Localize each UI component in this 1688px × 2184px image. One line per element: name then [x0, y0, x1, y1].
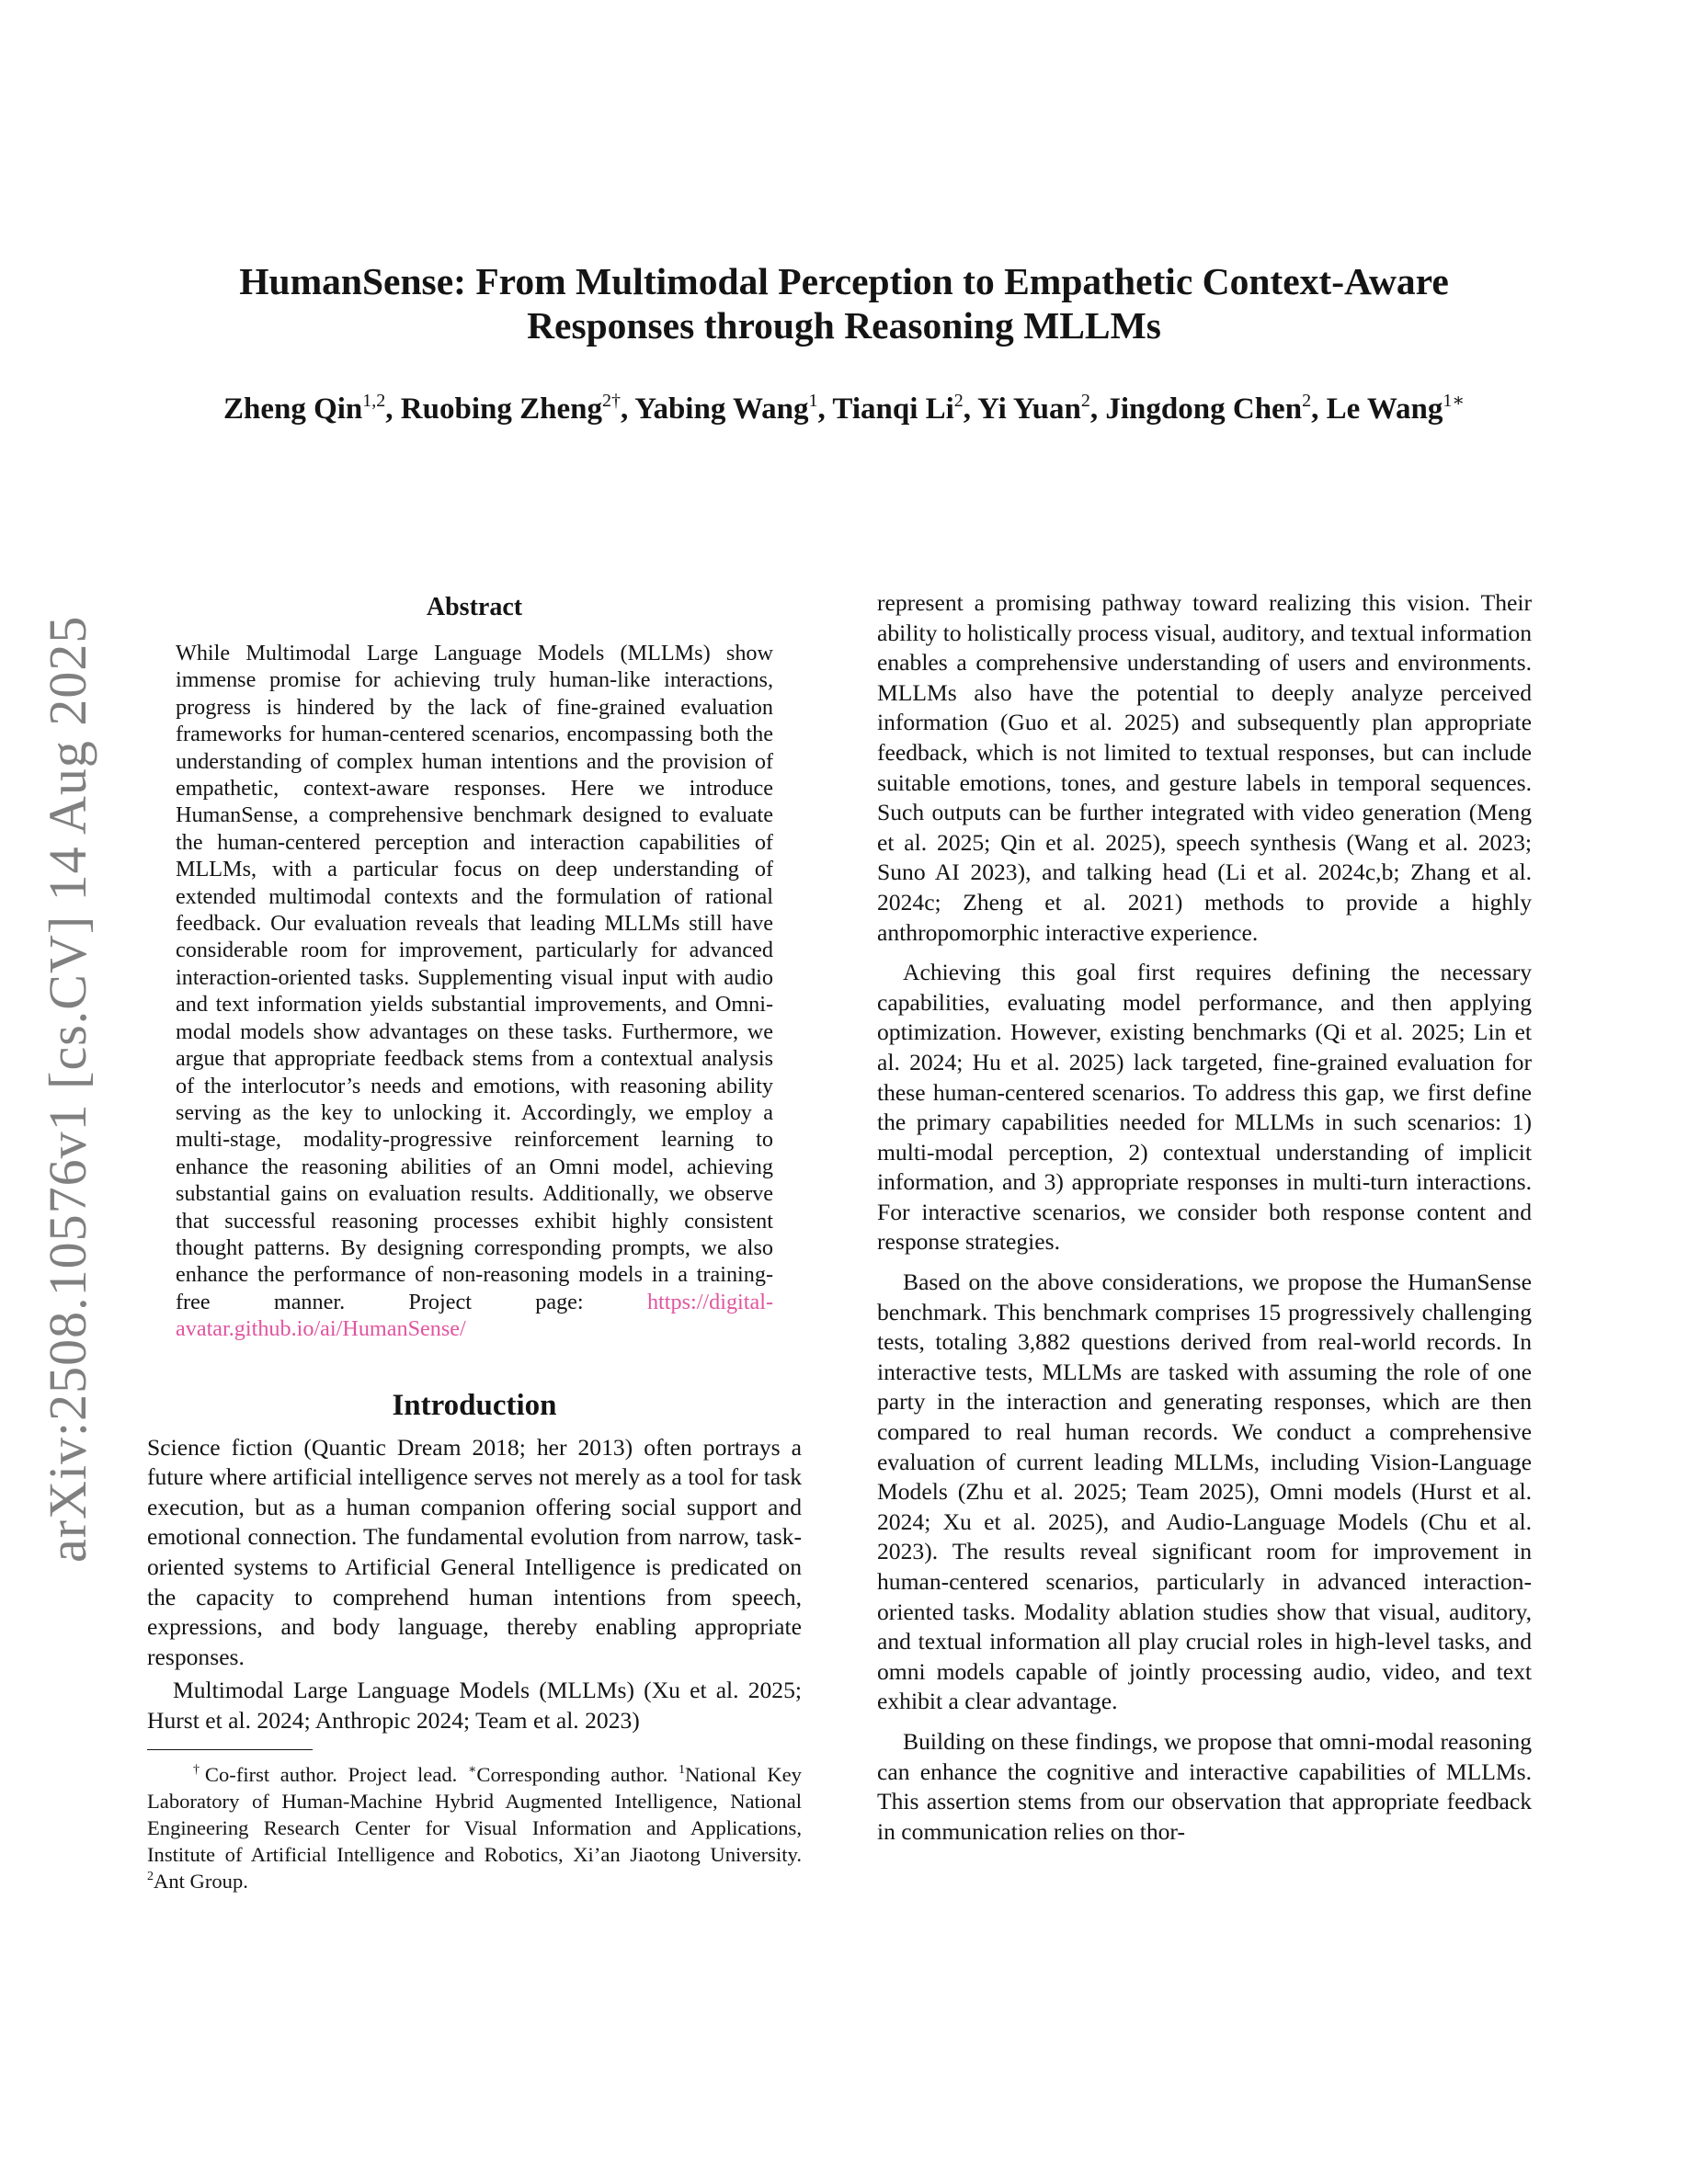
- arxiv-identifier: arXiv:2508.10576v1 [cs.CV] 14 Aug 2025: [38, 615, 97, 1563]
- author: Jingdong Chen$^2$: [1105, 391, 1312, 426]
- author: Yi Yuan$^2$: [977, 391, 1090, 426]
- right-column: [877, 588, 1532, 1847]
- abstract-heading: Abstract: [426, 593, 523, 621]
- project-page-link[interactable]: https://digital-avatar.github.io/ai/HumanSense/: [176, 1289, 773, 1342]
- footnote-divider: [147, 1749, 313, 1750]
- introduction-left-text: [147, 1433, 802, 1736]
- paragraph: Based on the above considerations, we propose the HumanSense benchmark. This benchmark comprises 15 progressively challenging tests, totaling 3,882 questions derived from real-world records. In interactive tests, MLLMs are tasked with assuming the role of one party in the interaction and generating responses, which are then compared to real human records. We conduct a comprehensive evaluation of current leading MLLMs, including Vision-Language Models (Zhu et al. 2025; Team 2025), Omni models (Hurst et al. 2024; Xu et al. 2025), and Audio-Language Models (Chu et al. 2023). The results reveal significant room for improvement in human-centered scenarios, particularly in advanced interaction-oriented tasks. Modality ablation studies show that visual, auditory, and textual information all play crucial roles in high-level tasks, and omni models capable of jointly processing audio, video, and text exhibit a clear advantage.: [877, 1268, 1532, 1715]
- author: Ruobing Zheng$^{2\dagger}$: [400, 391, 621, 426]
- paragraph: Achieving this goal first requires defining the necessary capabilities, evaluating model performance, and then applying optimization. However, existing benchmarks (Qi et al. 2025; Lin et al. 2024; Hu et al. 2025) lack targeted, fine-grained evaluation for these human-centered scenarios. To address this gap, we first define the primary capabilities needed for MLLMs in such scenarios: 1) multi-modal perception, 2) contextual understanding of implicit information, and 3) appropriate responses in multi-turn interactions. For interactive scenarios, we consider both response content and response strategies.: [877, 959, 1532, 1256]
- title-line-2: Responses through Reasoning MLLMs: [527, 304, 1161, 347]
- paragraph: Building on these findings, we propose that omni-modal reasoning can enhance the cognitive and interactive capabilities of MLLMs. This assertion stems from our observation that appropriate feedback in communication relies on thor-: [877, 1727, 1532, 1845]
- paper-title: [138, 259, 1550, 347]
- author: Le Wang$^{1∗}$: [1326, 391, 1465, 426]
- paragraph: Multimodal Large Language Models (MLLMs) (Xu et al. 2025; Hurst et al. 2024; Anthropic 2024; Team et al. 2023): [147, 1677, 802, 1734]
- author-list: Zheng Qin$^{1,2}$, Ruobing Zheng$^{2\dagger}$, Yabing Wang$^1$, Tianqi Li$^2$, Yi Yuan$^2$, Jingdong Chen$^2$, Le Wang$^{1∗}$: [222, 391, 1465, 426]
- introduction-right-text: [877, 588, 1532, 1847]
- author: Yabing Wang$^1$: [634, 391, 818, 426]
- left-column: [147, 588, 802, 1894]
- introduction-heading: Introduction: [392, 1388, 557, 1422]
- paragraph: represent a promising pathway toward realizing this vision. Their ability to holistically process visual, auditory, and textual information enables a comprehensive understanding of users and environments. MLLMs also have the potential to deeply analyze perceived information (Guo et al. 2025) and subsequently plan appropriate feedback, which is not limited to textual responses, but can include suitable emotions, tones, and gesture labels in temporal sequences. Such outputs can be further integrated with video generation (Meng et al. 2025; Qin et al. 2025), speech synthesis (Wang et al. 2023; Suno AI 2023), and talking head (Li et al. 2024c,b; Zhang et al. 2024c; Zheng et al. 2021) methods to provide a highly anthropomorphic interactive experience.: [877, 589, 1532, 946]
- abstract-body: [176, 640, 773, 1343]
- author: Zheng Qin$^{1,2}$: [222, 391, 386, 426]
- title-line-1: HumanSense: From Multimodal Perception to Empathetic Context-Aware: [239, 260, 1449, 302]
- footnote: †Co-first author. Project lead. ∗Corresponding author. $^1$National Key Laboratory of Human-Machine Hybrid Augmented Intelligence, National Engineering Research Center for Visual Information and Applications, Institute of Artificial Intelligence and Robotics, Xi’an Jiaotong University. $^2$Ant Group.: [147, 1762, 802, 1893]
- abstract-text: While Multimodal Large Language Models (MLLMs) show immense promise for achieving truly human-like interactions, progress is hindered by the lack of fine-grained evaluation frameworks for human-centered scenarios, encompassing both the understanding of complex human intentions and the provision of empathetic, context-aware responses. Here we introduce HumanSense, a comprehensive benchmark designed to evaluate the human-centered perception and interaction capabilities of MLLMs, with a particular focus on deep understanding of extended multimodal contexts and the formulation of rational feedback. Our evaluation reveals that leading MLLMs still have considerable room for improvement, particularly for advanced interaction-oriented tasks. Supplementing visual input with audio and text information yields substantial improvements, and Omni-modal models show advantages on these tasks. Furthermore, we argue that appropriate feedback stems from a contextual analysis of the interlocutor’s needs and emotions, with reasoning ability serving as the key to unlocking it. Accordingly, we employ a multi-stage, modality-progressive reinforcement learning to enhance the reasoning abilities of an Omni model, achieving substantial gains on evaluation results. Additionally, we observe that successful reasoning processes exhibit highly consistent thought patterns. By designing corresponding prompts, we also enhance the performance of non-reasoning models in a training-free manner. Project page:: [176, 641, 773, 1314]
- paragraph: Science fiction (Quantic Dream 2018; her 2013) often portrays a future where artificial intelligence serves not merely as a tool for task execution, but as a human companion offering social support and emotional connection. The fundamental evolution from narrow, task-oriented systems to Artificial General Intelligence is predicated on the capacity to comprehend human intentions from speech, expressions, and body language, thereby enabling appropriate responses.: [147, 1433, 802, 1670]
- author: Tianqi Li$^2$: [832, 391, 964, 426]
